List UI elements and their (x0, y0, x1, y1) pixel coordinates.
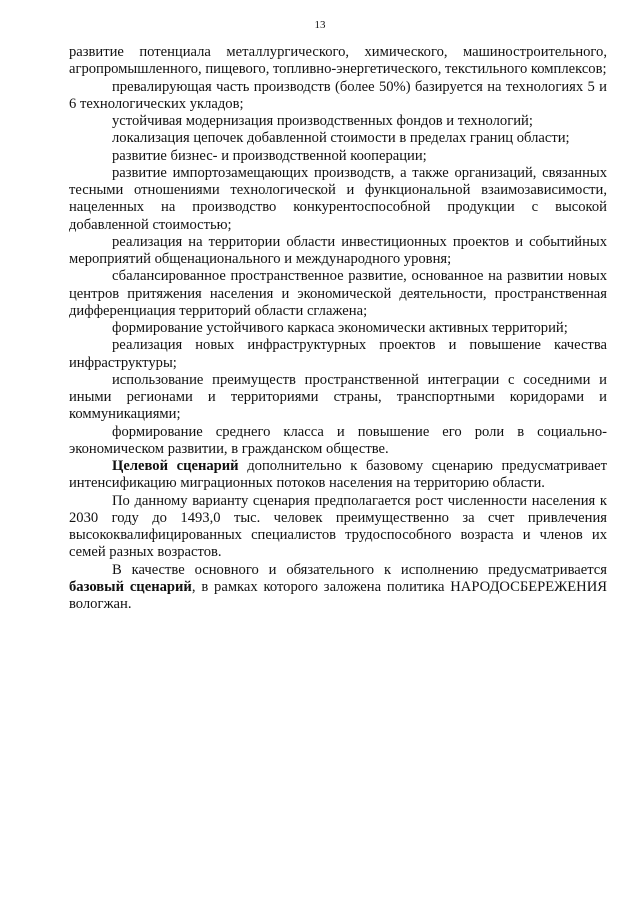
base-scenario-lead: В качестве основного и обязательного к исполнению предусматривается (112, 561, 607, 578)
list-item: локализация цепочек добавленной стоимости в пределах границ области; (112, 130, 570, 147)
list-item: сбалансированное пространственное развитие, основанное на развитии новых центров притяжения населения и экономической деятельности, пространственная дифференциация территорий области сглажена; (69, 268, 607, 319)
base-scenario-term: базовый сценарий (69, 578, 192, 595)
page-number: 13 (314, 19, 326, 31)
list-item: реализация на территории области инвестиционных проектов и событийных мероприятий общенационального и международного уровня; (69, 233, 607, 267)
list-item: развитие бизнес- и производственной кооперации; (112, 147, 427, 164)
list-item: формирование устойчивого каркаса экономически активных территорий; (112, 320, 568, 336)
list-item: использование преимуществ пространственной интеграции с соседними и иными регионами и территориями страны, транспортными коридорами и коммуникациями; (69, 371, 607, 423)
list-item: превалирующая часть производств (более 50%) базируется на технологиях 5 и 6 технологических укладов; (69, 78, 607, 112)
list-item: развитие потенциала металлургического, химического, машиностроительного, агропромышленного, пищевого, топливно-энергетического, текстильного комплексов; (69, 44, 607, 78)
list-item: развитие импортозамещающих производств, а также организаций, связанных тесными отношениями технологической и функциональной взаимозависимости, нацеленных на производство конкурентоспособной продукции с высокой добавленной стоимостью; (69, 164, 607, 233)
list-item: устойчивая модернизация производственных фондов и технологий; (112, 113, 533, 129)
base-scenario-paragraph (69, 562, 607, 614)
base-scenario-tail: , в рамках которого заложена политика НАРОДОСБЕРЕЖЕНИЯ вологжан. (69, 578, 607, 612)
document-body (69, 44, 607, 613)
target-scenario-text: дополнительно к базовому сценарию предусматривает интенсификацию миграционных потоков населения на территорию области. (69, 458, 607, 492)
list-item: формирование среднего класса и повышение его роли в социально-экономическом развитии, в гражданском обществе. (69, 423, 607, 457)
target-scenario-paragraph (69, 458, 607, 493)
population-paragraph: По данному варианту сценария предполагается рост численности населения к 2030 году до 1493,0 тыс. человек преимущественно за счет привлечения высококвалифицированных специалистов трудоспособного возраста и членов их семей разных возрастов. (69, 492, 607, 561)
target-scenario-term: Целевой сценарий (112, 458, 239, 474)
list-item: реализация новых инфраструктурных проектов и повышение качества инфраструктуры; (69, 337, 607, 371)
